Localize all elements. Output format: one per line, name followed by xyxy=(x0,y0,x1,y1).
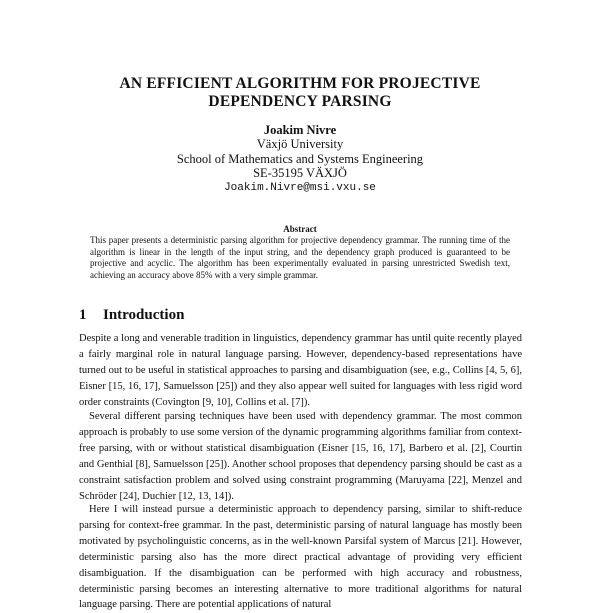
section-number: 1 xyxy=(79,307,87,323)
paragraph-3: Here I will instead pursue a deterministic approach to dependency parsing, similar to shift-reduce parsing for context-free grammar. In the past, deterministic parsing of natural language has mostly been motivated by psycholinguistic concerns, as in the well-known Parsifal system of Marcus [21]. However, deterministic parsing also has the more direct practical advantage of providing very efficient disambiguation. If the disambiguation can be performed with high accuracy and robustness, deterministic parsing becomes an interesting alternative to more traditional algorithms for natural language parsing. There are potential applications of natural xyxy=(79,504,522,611)
abstract-heading: Abstract xyxy=(283,224,317,234)
paragraph-1: Despite a long and venerable tradition in linguistics, dependency grammar has until quite recently played a fairly marginal role in natural language parsing. However, dependency-based representations have turned out to be useful in statistical approaches to parsing and disambiguation (see, e.g., Collins [4, 5, 6], Eisner [15, 16, 17], Samuelsson [25]) and they also appear well suited for languages with less rigid word order constraints (Covington [9, 10], Collins et al. [7]). xyxy=(79,333,522,408)
author-email: Joakim.Nivre@msi.vxu.se xyxy=(224,182,376,194)
section-heading xyxy=(79,306,184,324)
paper-title-line-1: AN EFFICIENT ALGORITHM FOR PROJECTIVE xyxy=(119,75,481,92)
abstract-text: This paper presents a deterministic parsing algorithm for projective dependency grammar. The running time of the algorithm is linear in the length of the input string, and the dependency graph produced is guaranteed to be projective and acyclic. The algorithm has been experimentally evaluated in parsing unrestricted Swedish text, achieving an accuracy above 85% with a very simple grammar. xyxy=(90,235,510,280)
paper-title-line-2: DEPENDENCY PARSING xyxy=(208,93,392,110)
paragraph-2: Several different parsing techniques have been used with dependency grammar. The most common approach is probably to use some version of the dynamic programming algorithms familiar from context-free parsing, with or without statistical disambiguation (Eisner [15, 16, 17], Barbero et al. [2], Courtin and Genthial [8], Samuelsson [25]). Another school proposes that dependency parsing should be cast as a constraint satisfaction problem and solved using constraint programming (Maruyama [22], Menzel and Schröder [24], Duchier [12, 13, 14]). xyxy=(79,411,522,502)
author-name: Joakim Nivre xyxy=(263,123,337,137)
author-affiliation-school: School of Mathematics and Systems Engineering xyxy=(176,152,424,166)
section-title: Introduction xyxy=(103,307,185,323)
author-address: SE-35195 VÄXJÖ xyxy=(253,166,347,180)
author-affiliation-university: Växjö University xyxy=(256,137,344,151)
